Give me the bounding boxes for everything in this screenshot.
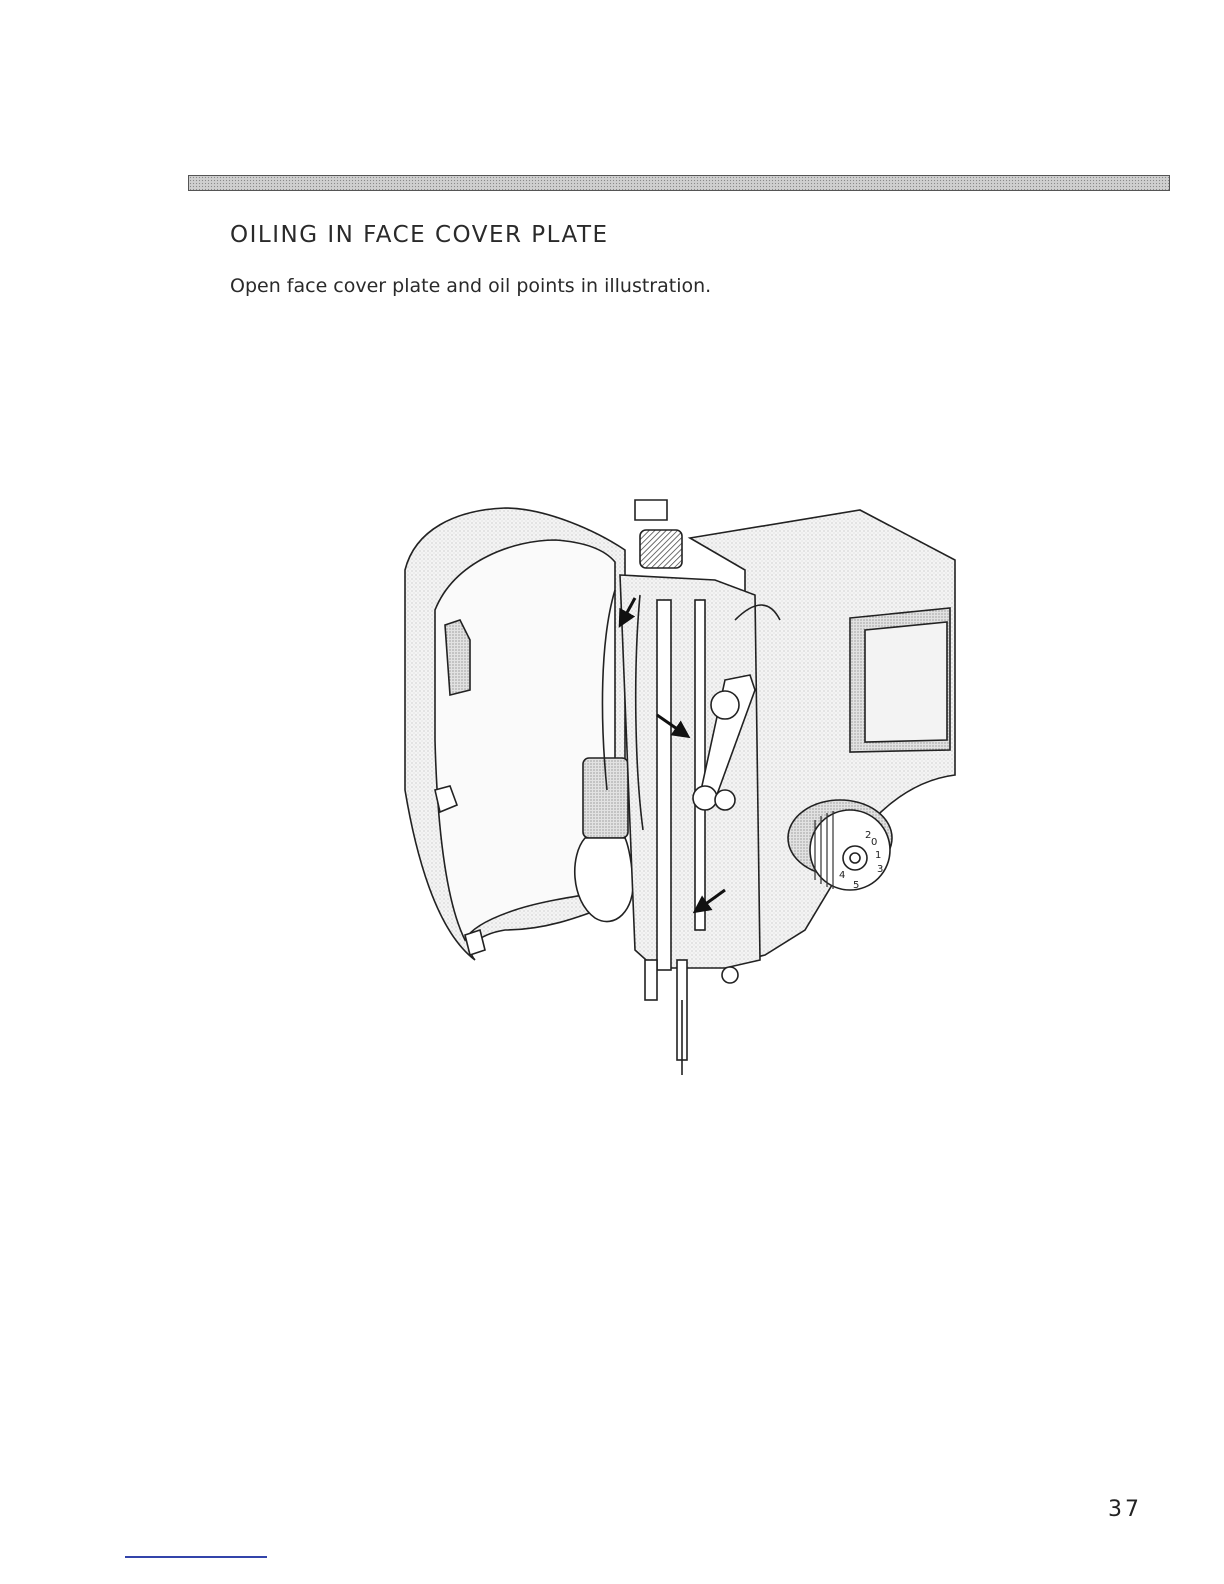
dial-digit-1: 1 <box>875 850 882 861</box>
footer-rule <box>125 1556 267 1558</box>
dial-digit-3: 3 <box>877 864 884 875</box>
section-header-bar <box>188 175 1170 191</box>
sewing-machine-face-cover-illustration <box>395 490 965 1080</box>
light-bulb <box>575 758 633 922</box>
page-number: 37 <box>1108 1497 1142 1522</box>
dial-digit-2: 2 <box>865 830 872 841</box>
instruction-text: Open face cover plate and oil points in illustration. <box>230 275 712 297</box>
dial-digit-4: 4 <box>839 870 846 881</box>
dial-digit-5: 5 <box>853 880 860 891</box>
dial-digit-0: 0 <box>871 837 878 848</box>
section-title: OILING IN FACE COVER PLATE <box>230 222 609 248</box>
